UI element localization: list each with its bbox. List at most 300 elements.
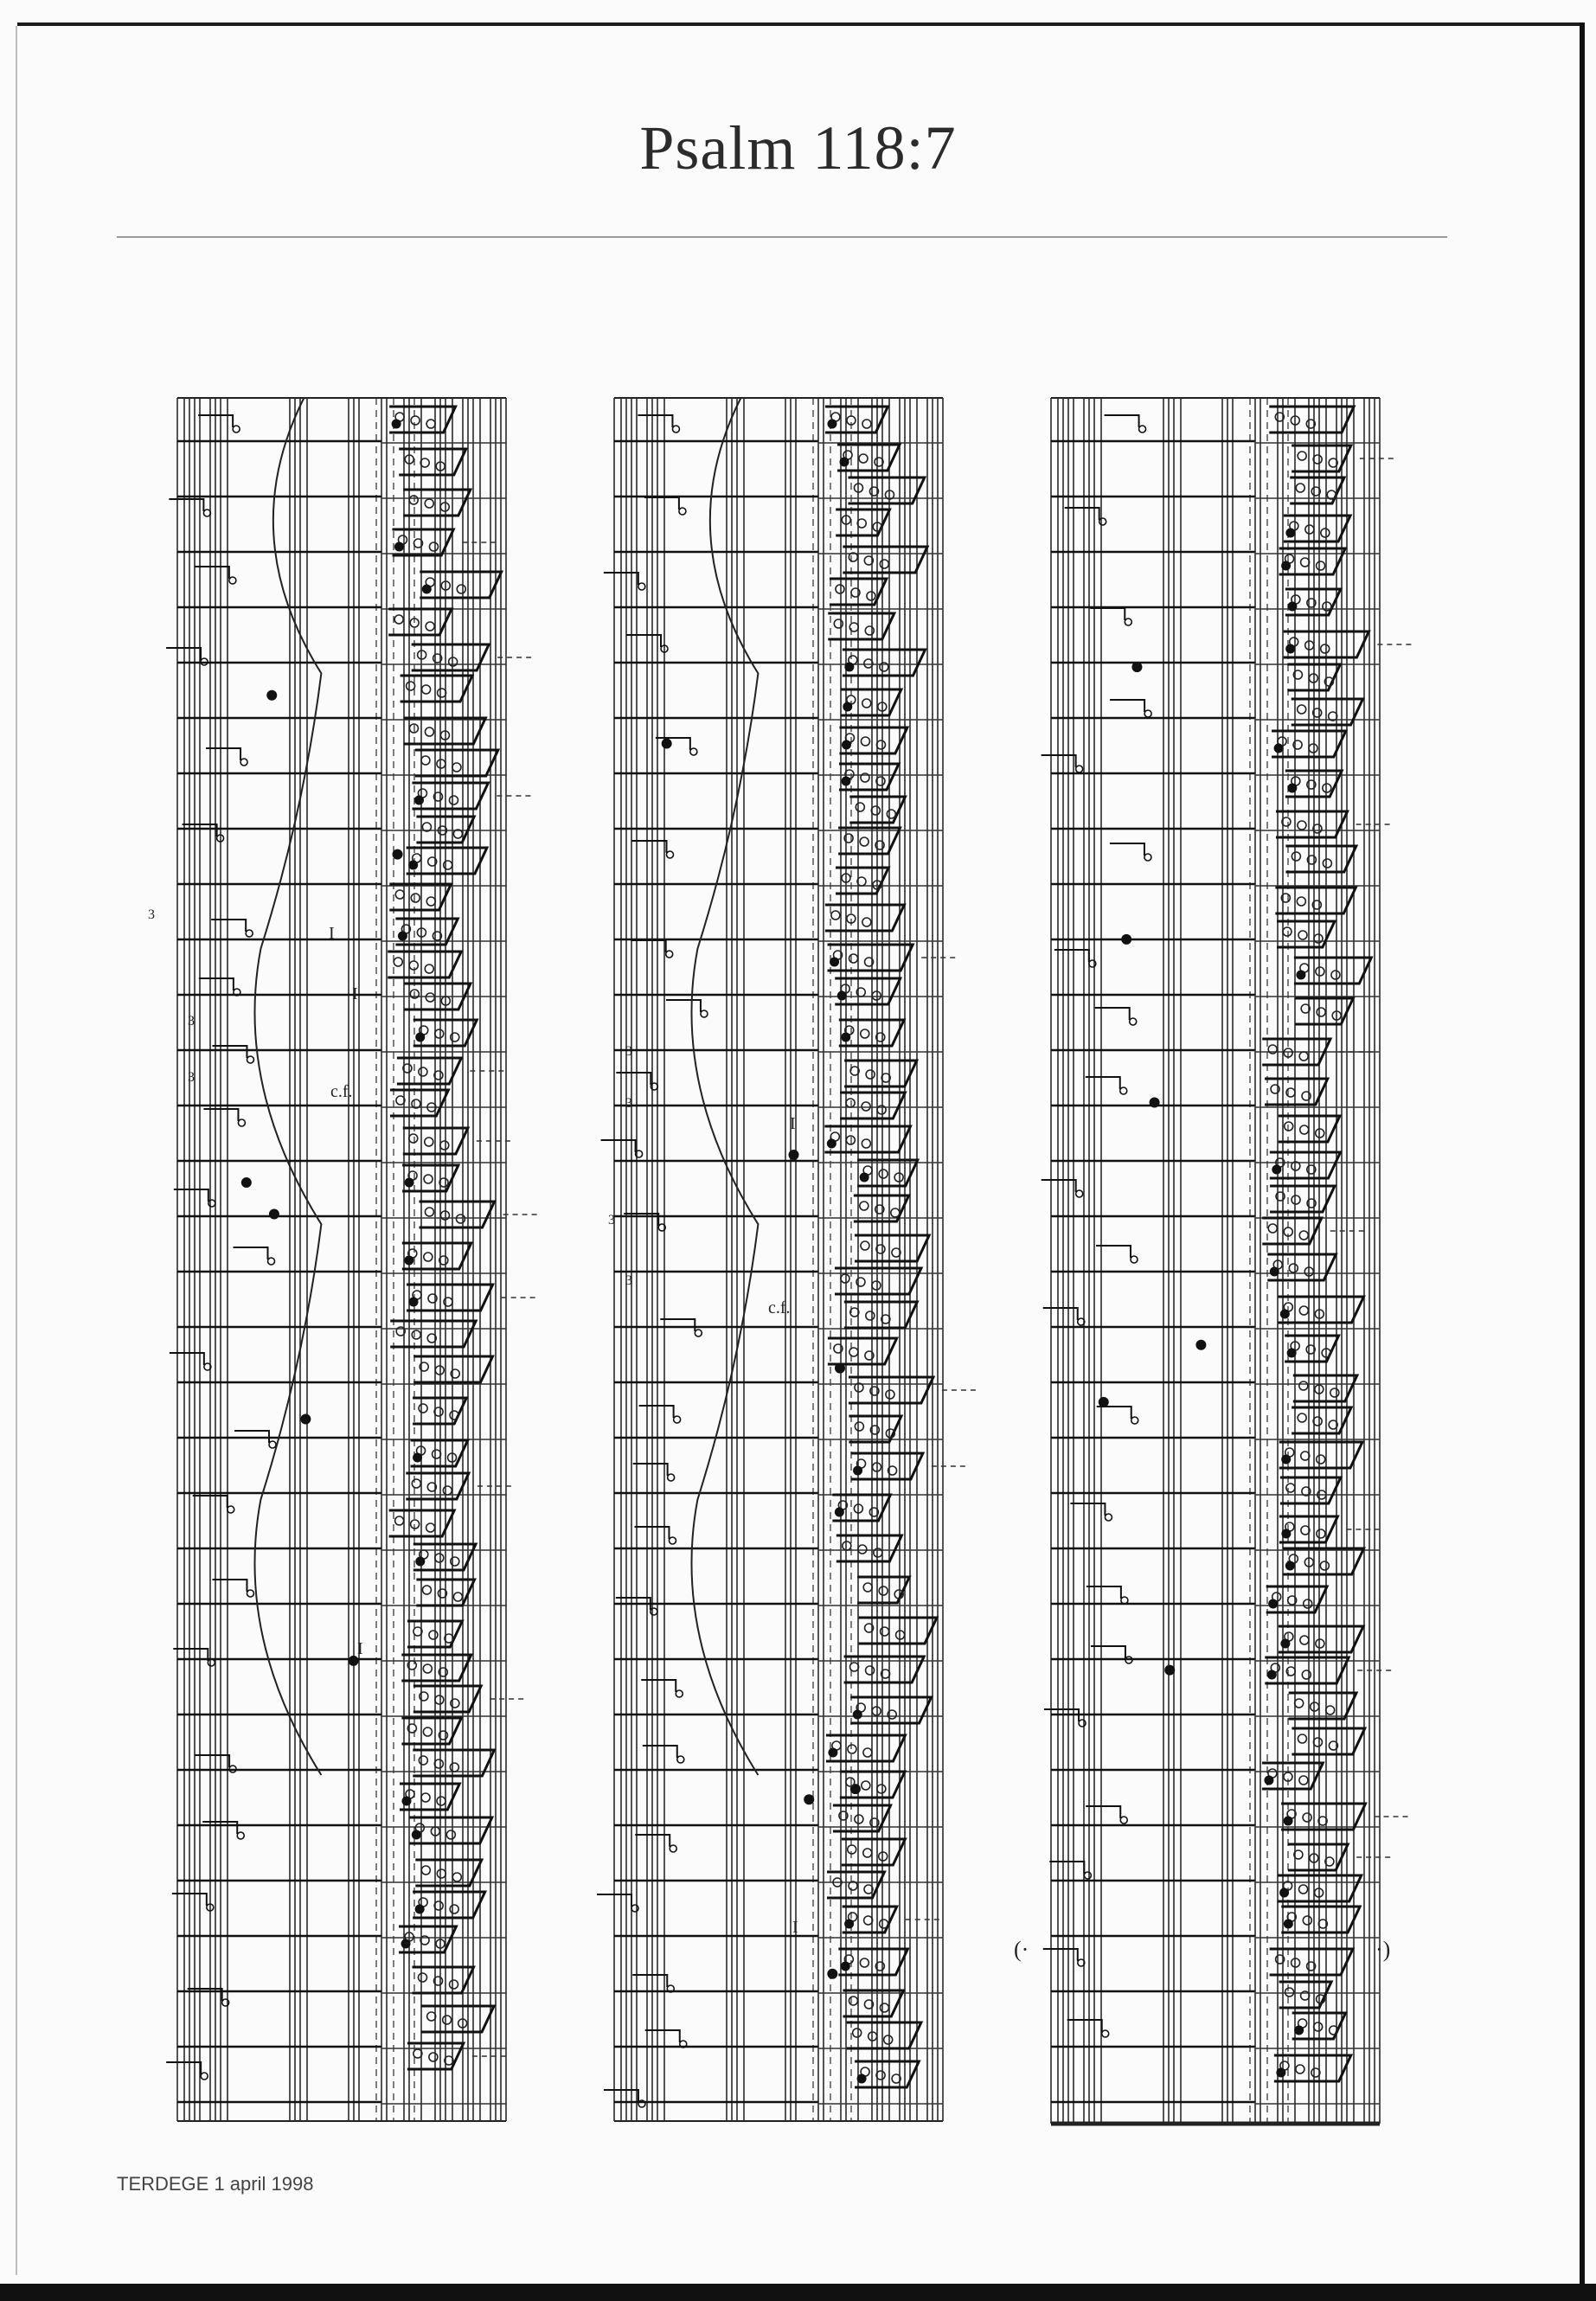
cluster-note: [429, 1631, 438, 1639]
cluster-filled-note: [398, 932, 407, 941]
note-stem: [601, 1140, 636, 1152]
note-cluster: [413, 1686, 481, 1712]
voice-marker: I: [790, 1114, 796, 1133]
filled-note: [1164, 1665, 1175, 1676]
cluster-filled-note: [1276, 2068, 1285, 2078]
note-cluster: [413, 1544, 476, 1570]
cluster-note: [860, 837, 869, 846]
note-stem: [1110, 700, 1144, 712]
note-cluster: [828, 1338, 897, 1364]
note-cluster: [1292, 699, 1363, 725]
note-head: [676, 1690, 683, 1697]
cluster-note: [1316, 967, 1324, 976]
note-cluster: [844, 1061, 917, 1086]
cluster-note: [872, 1281, 881, 1290]
page-title: Psalm 118:7: [639, 113, 957, 183]
voice-marker: I: [357, 1639, 363, 1658]
note-stem: [211, 920, 246, 932]
cluster-note: [1304, 1599, 1312, 1608]
cluster-note: [887, 810, 895, 818]
cluster-note: [1298, 1734, 1306, 1743]
note-stem: [1091, 1646, 1125, 1658]
cluster-note: [1299, 1052, 1308, 1061]
fermata-close: ·): [1375, 1937, 1391, 1962]
note-cluster: [836, 510, 889, 535]
cluster-note: [880, 1920, 888, 1928]
cluster-note: [419, 1404, 427, 1413]
cluster-note: [452, 1873, 461, 1881]
cluster-note: [1314, 2022, 1323, 2031]
score-column-3: [1014, 398, 1412, 2124]
cluster-note: [426, 993, 434, 1002]
cluster-filled-note: [1287, 1349, 1297, 1358]
cluster-filled-note: [1281, 1529, 1291, 1539]
note-stem: [206, 748, 240, 760]
cantus-firmus-label: c.f.: [768, 1298, 791, 1317]
cluster-filled-note: [841, 777, 850, 786]
melodic-contour: [691, 398, 758, 1775]
cluster-filled-note: [394, 542, 404, 552]
note-head: [1102, 2030, 1109, 2037]
note-stem: [1105, 415, 1139, 427]
cluster-filled-note: [392, 420, 401, 429]
cluster-note: [434, 1759, 443, 1768]
note-head: [237, 1832, 244, 1839]
cluster-note: [1313, 1738, 1322, 1747]
note-cluster: [421, 2006, 494, 2032]
cluster-note: [861, 737, 869, 746]
note-cluster: [1279, 1982, 1331, 2008]
triplet-marker: 3: [608, 1213, 615, 1227]
cluster-note: [1317, 561, 1325, 570]
cluster-filled-note: [1294, 2026, 1304, 2035]
cluster-note: [859, 454, 868, 463]
note-head: [208, 1200, 215, 1207]
note-head: [1120, 1087, 1127, 1094]
note-stem: [1090, 608, 1125, 620]
cluster-filled-note: [1280, 1639, 1290, 1649]
cluster-note: [1331, 971, 1340, 979]
cluster-filled-note: [841, 1033, 850, 1042]
cluster-filled-note: [1274, 744, 1284, 753]
triplet-marker: 3: [625, 1044, 632, 1059]
cluster-note: [1295, 1699, 1304, 1708]
cluster-note: [841, 1274, 849, 1283]
cluster-note: [846, 1136, 855, 1144]
note-head: [690, 748, 697, 755]
note-head: [631, 1905, 638, 1912]
cluster-note: [433, 1450, 441, 1458]
cluster-note: [881, 1627, 889, 1636]
note-stem: [666, 1000, 701, 1012]
note-head: [1144, 710, 1151, 717]
cluster-note: [450, 1763, 458, 1772]
cluster-note: [848, 1745, 856, 1753]
cluster-note: [409, 961, 418, 970]
cluster-note: [880, 2003, 888, 2012]
note-stem: [1070, 1503, 1105, 1516]
cluster-note: [1298, 1413, 1306, 1422]
cluster-note: [1283, 927, 1292, 936]
cluster-note: [891, 1208, 900, 1217]
note-cluster: [403, 490, 471, 516]
note-head: [668, 1474, 675, 1481]
filled-note: [1195, 1340, 1206, 1350]
cluster-note: [871, 806, 880, 815]
cluster-note: [1285, 1122, 1293, 1131]
note-head: [679, 508, 686, 515]
cluster-note: [1292, 852, 1300, 861]
voice-marker: I: [792, 1918, 798, 1937]
cluster-note: [1300, 1125, 1309, 1134]
cluster-note: [1292, 1195, 1300, 1204]
note-cluster: [1295, 998, 1353, 1024]
cluster-note: [426, 420, 435, 428]
note-head: [1131, 1417, 1138, 1424]
cluster-note: [437, 1797, 445, 1805]
filled-note: [804, 1794, 814, 1804]
note-head: [1076, 1190, 1083, 1197]
cluster-note: [1298, 821, 1306, 830]
filled-note: [241, 1177, 252, 1188]
cluster-note: [862, 1139, 870, 1148]
cluster-note: [1323, 784, 1331, 792]
note-stem: [1043, 1308, 1078, 1320]
note-stem: [660, 1319, 695, 1331]
note-head: [1131, 1256, 1138, 1263]
cluster-filled-note: [1279, 1888, 1289, 1898]
note-cluster: [848, 478, 924, 503]
note-cluster: [412, 644, 489, 670]
note-cluster: [855, 1235, 929, 1261]
cluster-note: [861, 1241, 869, 1250]
cluster-note: [426, 622, 434, 631]
note-head: [238, 1119, 245, 1126]
cluster-note: [409, 1134, 418, 1143]
note-stem: [234, 1247, 268, 1259]
note-cluster: [1265, 1079, 1328, 1105]
note-cluster: [388, 609, 452, 635]
cluster-note: [1299, 1885, 1308, 1894]
cluster-filled-note: [1280, 1310, 1290, 1319]
note-cluster: [1270, 1152, 1341, 1178]
cluster-filled-note: [1264, 1776, 1273, 1785]
note-head: [228, 1506, 234, 1513]
cluster-note: [421, 1866, 430, 1875]
cluster-note: [849, 1997, 857, 2005]
note-cluster: [849, 1416, 901, 1442]
cluster-note: [419, 1973, 427, 1982]
note-head: [1120, 1817, 1127, 1823]
cluster-filled-note: [413, 1453, 422, 1463]
note-stem: [169, 499, 203, 511]
cluster-filled-note: [401, 1939, 411, 1949]
note-cluster: [851, 1453, 923, 1479]
note-stem: [1086, 1077, 1120, 1089]
cluster-note: [864, 1916, 873, 1925]
cluster-note: [407, 682, 415, 690]
cluster-filled-note: [1268, 1599, 1278, 1609]
cluster-note: [435, 1695, 444, 1704]
note-stem: [639, 1406, 674, 1418]
filled-note: [1121, 934, 1131, 945]
cluster-note: [849, 623, 858, 631]
cluster-note: [429, 542, 438, 551]
cluster-note: [861, 1029, 869, 1038]
cluster-filled-note: [405, 1178, 414, 1188]
cluster-note: [411, 1520, 420, 1529]
note-cluster: [836, 868, 888, 894]
cluster-filled-note: [827, 1139, 836, 1149]
cluster-note: [853, 2029, 862, 2037]
note-head: [666, 851, 673, 858]
cluster-note: [863, 1748, 872, 1757]
cluster-note: [1320, 1561, 1329, 1570]
cluster-filled-note: [1284, 1817, 1293, 1826]
cluster-note: [886, 1390, 894, 1399]
cluster-note: [1330, 1388, 1339, 1397]
cluster-note: [1317, 1529, 1325, 1538]
cluster-note: [1298, 705, 1306, 714]
cluster-note: [440, 1141, 449, 1150]
note-head: [638, 583, 645, 590]
note-cluster: [839, 727, 907, 753]
cluster-note: [849, 1348, 858, 1356]
cluster-filled-note: [1285, 1561, 1295, 1571]
note-stem: [212, 1580, 247, 1592]
note-stem: [174, 1189, 208, 1202]
note-stem: [1086, 1586, 1121, 1599]
note-head: [1139, 426, 1146, 433]
cluster-note: [849, 954, 858, 963]
cluster-filled-note: [835, 1508, 844, 1517]
cluster-note: [831, 911, 840, 920]
cluster-note: [1316, 1639, 1324, 1648]
cluster-note: [412, 1330, 420, 1339]
note-head: [1125, 619, 1131, 625]
note-head: [1079, 1720, 1086, 1727]
note-head: [672, 426, 679, 433]
cluster-note: [427, 2012, 436, 2021]
note-cluster: [401, 676, 472, 702]
voice-marker: I: [329, 924, 335, 943]
cluster-note: [858, 1545, 867, 1554]
cluster-note: [860, 1202, 869, 1210]
note-cluster: [827, 1872, 884, 1898]
cluster-filled-note: [1284, 1920, 1293, 1929]
cluster-note: [450, 1905, 458, 1913]
cluster-note: [1299, 1231, 1308, 1240]
cluster-note: [1298, 931, 1307, 939]
cluster-note: [411, 416, 420, 425]
cluster-filled-note: [415, 1905, 425, 1914]
cluster-note: [848, 1845, 856, 1854]
cluster-note: [1299, 1776, 1308, 1785]
cluster-note: [457, 585, 465, 593]
cluster-filled-note: [844, 1920, 854, 1929]
note-head: [695, 1330, 702, 1336]
cluster-filled-note: [402, 1797, 412, 1806]
note-head: [674, 1416, 681, 1423]
cluster-note: [424, 1175, 433, 1183]
cluster-note: [450, 1980, 458, 1989]
cluster-note: [456, 1215, 465, 1223]
filled-note: [662, 739, 672, 749]
melodic-contour: [254, 398, 321, 1775]
cluster-note: [425, 965, 433, 973]
cluster-filled-note: [857, 2074, 867, 2084]
cluster-note: [1296, 2065, 1304, 2073]
cluster-note: [449, 796, 458, 804]
cluster-note: [426, 1523, 435, 1532]
note-head: [670, 1845, 676, 1852]
cluster-note: [877, 1785, 886, 1793]
note-cluster: [1270, 1186, 1335, 1212]
cluster-note: [1309, 744, 1317, 753]
cluster-filled-note: [841, 1962, 850, 1971]
cluster-note: [879, 1170, 888, 1178]
cluster-filled-note: [828, 1748, 837, 1758]
note-stem: [1095, 1008, 1130, 1020]
cluster-note: [843, 1541, 851, 1550]
cluster-note: [422, 685, 431, 694]
cluster-filled-note: [840, 458, 849, 467]
cluster-note: [425, 1208, 433, 1216]
note-stem: [1049, 1862, 1084, 1874]
filled-note: [269, 1209, 279, 1220]
cluster-note: [419, 1756, 427, 1765]
cluster-note: [1303, 1916, 1311, 1925]
cluster-filled-note: [830, 958, 839, 967]
note-cluster: [1285, 846, 1356, 872]
cluster-filled-note: [412, 1830, 421, 1840]
filled-note: [789, 1150, 799, 1160]
note-cluster: [855, 2061, 919, 2087]
fermata-open: (·: [1014, 1937, 1029, 1962]
note-head: [651, 1608, 657, 1615]
triplet-marker: 3: [188, 1014, 195, 1029]
note-cluster: [835, 978, 900, 1004]
note-stem: [166, 2062, 201, 2074]
note-head: [1099, 518, 1106, 525]
filled-note: [266, 690, 277, 701]
note-head: [269, 1441, 276, 1448]
note-cluster: [412, 783, 488, 809]
note-head: [203, 510, 210, 516]
cluster-note: [1300, 1636, 1309, 1644]
note-stem: [1086, 1806, 1120, 1818]
cluster-note: [866, 1666, 875, 1675]
cluster-filled-note: [1285, 529, 1295, 538]
cluster-note: [1296, 484, 1304, 492]
cluster-note: [1268, 1224, 1277, 1233]
note-head: [677, 1756, 684, 1763]
cluster-note: [437, 760, 445, 768]
cluster-note: [1323, 859, 1331, 868]
note-stem: [656, 738, 690, 750]
cluster-note: [862, 1102, 870, 1111]
cluster-note: [1299, 1306, 1308, 1315]
note-head: [246, 930, 253, 937]
note-head: [240, 759, 247, 766]
cluster-note: [1326, 1706, 1335, 1715]
cluster-filled-note: [827, 420, 836, 429]
cluster-note: [879, 1586, 888, 1595]
voice-marker: I: [352, 984, 358, 1003]
cluster-note: [423, 1664, 432, 1673]
cluster-note: [1299, 1381, 1308, 1390]
cluster-filled-note: [1287, 602, 1297, 612]
note-head: [1076, 766, 1083, 772]
cluster-note: [1289, 1264, 1298, 1272]
cluster-note: [862, 918, 871, 926]
cluster-filled-note: [409, 1298, 419, 1307]
note-cluster: [1274, 2055, 1351, 2081]
note-stem: [1043, 1949, 1078, 1961]
cluster-note: [863, 1583, 872, 1592]
cluster-note: [855, 1815, 863, 1823]
filled-note: [1150, 1097, 1160, 1107]
cluster-filled-note: [1287, 784, 1297, 793]
cluster-note: [453, 1593, 462, 1601]
cluster-note: [425, 727, 433, 736]
cluster-filled-note: [1281, 561, 1291, 571]
note-stem: [645, 2030, 680, 2042]
note-head: [1084, 1872, 1091, 1879]
cluster-filled-note: [1270, 1267, 1279, 1277]
cluster-note: [395, 890, 404, 899]
cluster-note: [862, 699, 871, 708]
filled-note: [393, 849, 403, 860]
note-stem: [1110, 843, 1144, 856]
cluster-note: [426, 897, 435, 906]
note-cluster: [825, 407, 888, 433]
cluster-note: [394, 958, 402, 966]
cluster-note: [409, 496, 418, 504]
cluster-note: [1317, 1455, 1325, 1464]
note-head: [701, 1010, 708, 1017]
cluster-filled-note: [844, 663, 854, 672]
cluster-filled-note: [837, 991, 847, 1001]
cluster-note: [425, 1138, 433, 1146]
cluster-note: [1285, 1988, 1294, 1997]
cluster-note: [866, 1311, 875, 1320]
note-stem: [212, 1046, 247, 1058]
score-column-2: [597, 398, 977, 2121]
cluster-filled-note: [860, 1173, 869, 1183]
cluster-note: [411, 894, 420, 902]
cluster-note: [444, 861, 452, 869]
cluster-note: [836, 585, 844, 593]
cluster-note: [412, 1479, 420, 1488]
note-head: [1130, 1018, 1137, 1025]
cluster-note: [438, 689, 446, 697]
cluster-note: [421, 756, 430, 765]
cluster-note: [443, 1486, 452, 1495]
cluster-note: [424, 1253, 433, 1261]
note-head: [201, 2073, 208, 2080]
filled-note: [1131, 662, 1142, 672]
cluster-note: [856, 803, 864, 811]
cluster-note: [860, 1958, 869, 1967]
page-footer: TERDEGE 1 april 1998: [117, 2173, 314, 2195]
note-head: [247, 1590, 253, 1597]
cluster-note: [1298, 452, 1306, 460]
note-cluster: [844, 1302, 917, 1328]
triplet-marker: 3: [625, 1273, 632, 1288]
note-cluster: [388, 952, 461, 977]
cluster-note: [1317, 1008, 1325, 1016]
